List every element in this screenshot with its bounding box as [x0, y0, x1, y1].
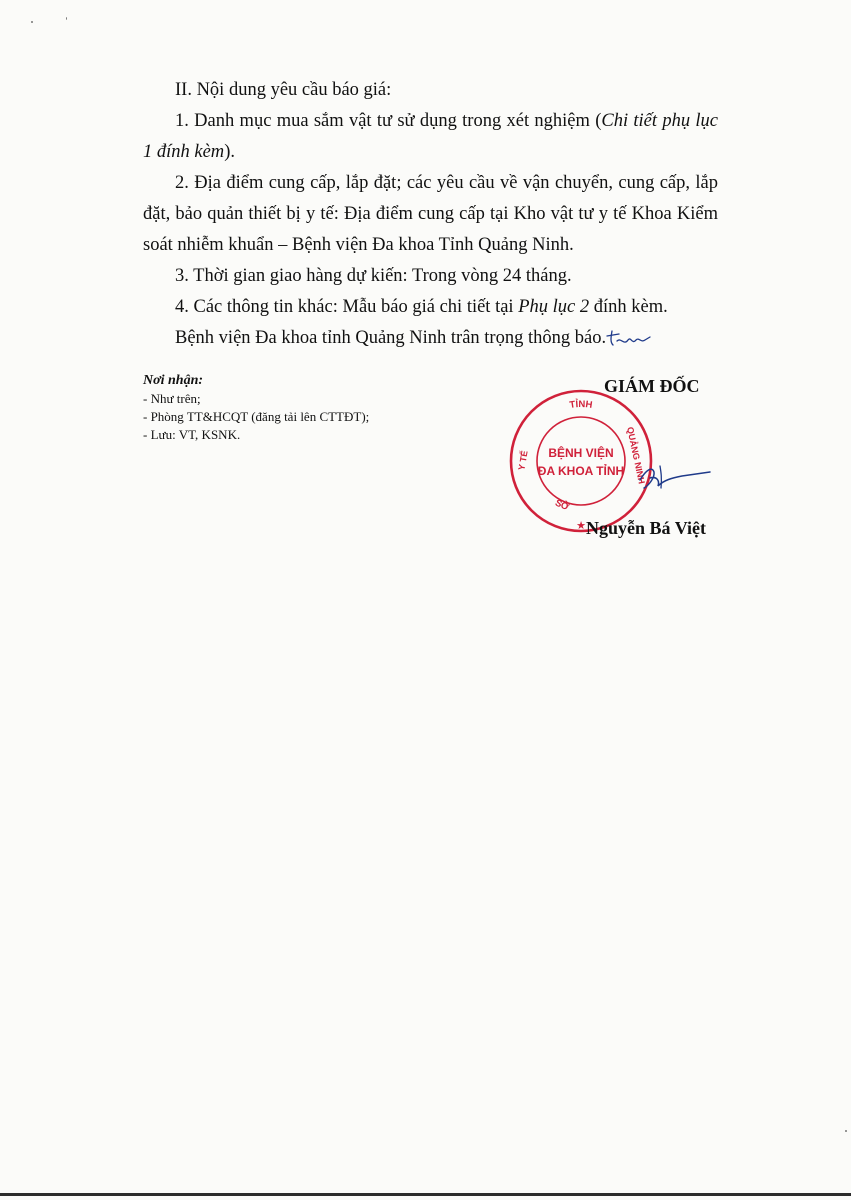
scan-speck [66, 17, 67, 20]
seal-center-line-2: ĐA KHOA TỈNH [537, 464, 625, 478]
recipient-item: - Lưu: VT, KSNK. [143, 427, 241, 442]
signer-title: GIÁM ĐỐC [604, 376, 700, 396]
svg-text:SỞ [553, 498, 571, 514]
scan-speck [31, 21, 33, 23]
item-3: 3. Thời gian giao hàng dự kiến: Trong vòng 24 tháng. [175, 266, 572, 286]
seal-top-text: TỈNH [568, 398, 594, 412]
seal-left-text: Y TẾ [516, 449, 530, 472]
recipient-item: - Phòng TT&HCQT (đăng tải lên CTTĐT); [143, 409, 370, 424]
recipients-block [143, 372, 369, 444]
recipients-heading: Nơi nhận: [143, 373, 204, 388]
signature-block [500, 372, 740, 552]
initials-mark [604, 327, 652, 351]
item-1: 1. Danh mục mua sắm vật tư sử dụng trong xét nghiệm (Chi tiết phụ lục 1 đính kèm). [143, 111, 718, 162]
document-body [143, 75, 718, 354]
item-4: 4. Các thông tin khác: Mẫu báo giá chi tiết tại Phụ lục 2 đính kèm. [175, 297, 668, 317]
seal-bottom-text: SỞ [553, 497, 571, 513]
seal-center-line-1: BỆNH VIỆN [548, 446, 614, 460]
closing-line: Bệnh viện Đa khoa tỉnh Quảng Ninh trân trọng thông báo. [143, 323, 718, 354]
seal-star-icon: ★ [576, 519, 586, 532]
handwritten-signature [630, 458, 720, 498]
item-2: 2. Địa điểm cung cấp, lắp đặt; các yêu cầu về vận chuyển, cung cấp, lắp đặt, bảo quản thiết bị y tế: Địa điểm cung cấp tại Kho vật tư y tế Khoa Kiểm soát nhiễm khuẩn – Bệnh viện Đa khoa Tỉnh Quảng Ninh. [143, 173, 718, 255]
svg-text:TỈNH [569, 398, 593, 411]
recipient-item: - Như trên; [143, 391, 201, 406]
signer-name: Nguyễn Bá Việt [586, 518, 707, 538]
seal-right-text: QUẢNG NINH [625, 425, 647, 485]
scan-speck [845, 1130, 847, 1132]
page-bottom-edge [0, 1193, 851, 1196]
section-heading: II. Nội dung yêu cầu báo giá: [175, 80, 392, 100]
